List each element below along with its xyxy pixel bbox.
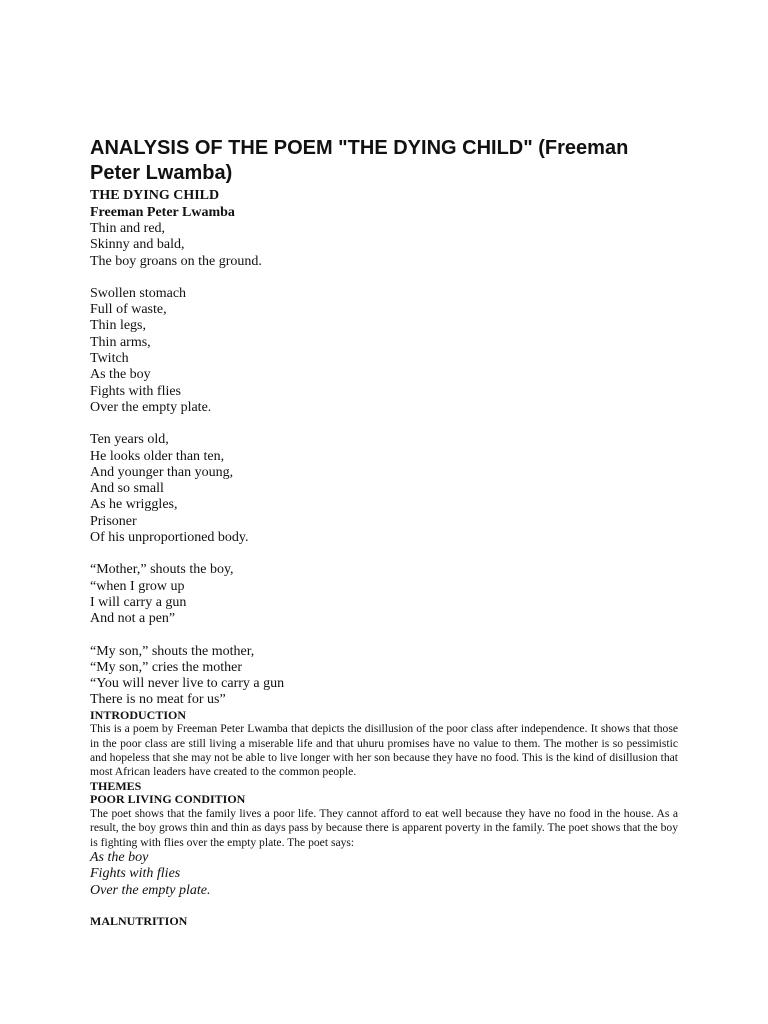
poem-line: Twitch: [90, 351, 129, 367]
introduction-paragraph: This is a poem by Freeman Peter Lwamba that depicts the disillusion of the poor class after independence. It shows that those in the poor class are still living a miserable life and that uhuru promises have no value to them. The mother is so pessimistic and hopeless that she may not be able to live longer with her son because they have no food. This is the kind of disillusion that most African leaders have created to the common people.: [90, 722, 678, 779]
poem-line: “My son,” shouts the mother,: [90, 643, 255, 659]
poem-line: Full of waste,: [90, 302, 167, 318]
poem-stanza: [90, 562, 678, 627]
poem-line: Ten years old,: [90, 432, 169, 448]
quote-line: Fights with flies: [90, 866, 181, 882]
theme-malnutrition-heading: MALNUTRITION: [90, 913, 188, 928]
poem-quote: [90, 850, 678, 899]
poem-line: I will carry a gun: [90, 594, 187, 610]
poem-line: Skinny and bald,: [90, 237, 185, 253]
theme-poor-living-heading: POOR LIVING CONDITION: [90, 792, 246, 807]
poem-line: “You will never live to carry a gun: [90, 676, 285, 692]
quote-line: As the boy: [90, 850, 149, 866]
poem-line: As he wriggles,: [90, 497, 178, 513]
poem-line: Thin legs,: [90, 318, 146, 334]
poem-line: “My son,” cries the mother: [90, 659, 243, 675]
poem-line: And so small: [90, 481, 164, 497]
poem-line: Of his unproportioned body.: [90, 530, 249, 546]
poem-line: And younger than young,: [90, 464, 234, 480]
poem-line: The boy groans on the ground.: [90, 253, 262, 269]
poem-author: Freeman Peter Lwamba: [90, 205, 235, 220]
introduction-heading: INTRODUCTION: [90, 707, 187, 722]
poem-line: Fights with flies: [90, 383, 182, 399]
quote-line: Over the empty plate.: [90, 882, 211, 898]
poem-line: Over the empty plate.: [90, 399, 212, 415]
poem-stanza: [90, 286, 678, 416]
document-title: ANALYSIS OF THE POEM "THE DYING CHILD" (Freeman Peter Lwamba): [90, 137, 629, 184]
poem-line: And not a pen”: [90, 611, 176, 627]
theme-poor-living-paragraph: The poet shows that the family lives a poor life. They cannot afford to eat well because they have no food in the house. As a result, the boy grows thin and thin as days pass by because there is apparent poverty in the family. The poet shows that the boy is fighting with flies over the empty plate. The poet says:: [90, 806, 678, 849]
poem-stanza: [90, 221, 678, 270]
poem-line: Thin and red,: [90, 221, 166, 236]
poem-line: Swollen stomach: [90, 285, 187, 301]
spacer: [90, 899, 678, 915]
poem-stanza: [90, 644, 678, 709]
poem-line: “Mother,” shouts the boy,: [90, 562, 234, 578]
poem-line: He looks older than ten,: [90, 448, 225, 464]
poem-stanza: [90, 432, 678, 546]
document-page: [90, 136, 678, 928]
poem-title: THE DYING CHILD: [90, 188, 220, 203]
themes-heading: THEMES: [90, 778, 142, 793]
poem-line: As the boy: [90, 367, 151, 383]
poem-line: Thin arms,: [90, 334, 151, 350]
poem-line: “when I grow up: [90, 578, 185, 594]
poem-line: There is no meat for us”: [90, 692, 226, 708]
poem-line: Prisoner: [90, 513, 137, 529]
